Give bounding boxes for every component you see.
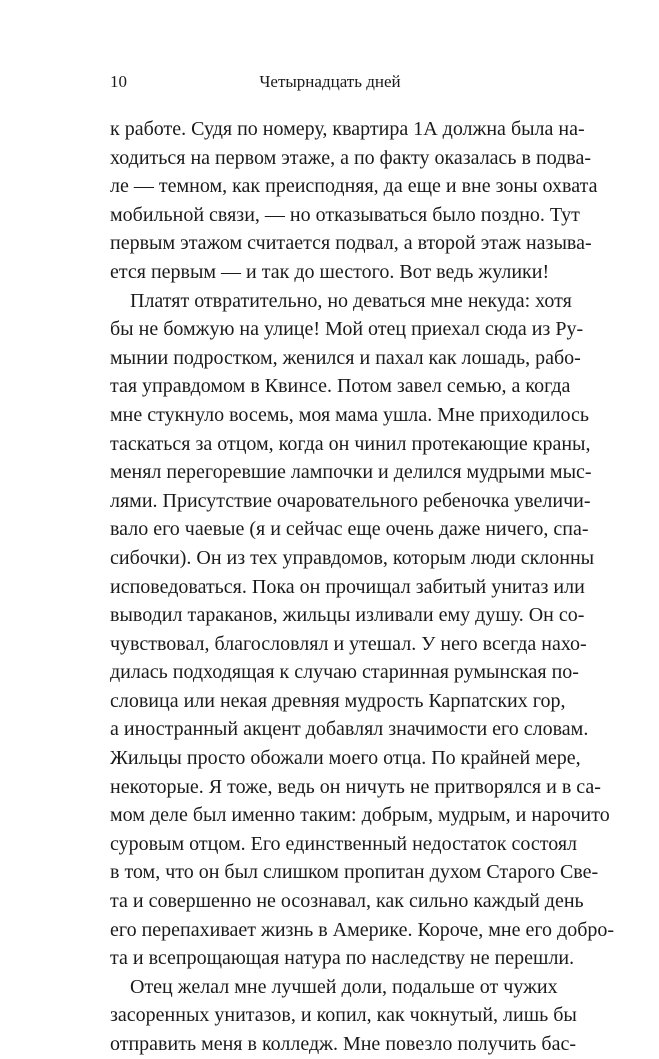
text-line: сибочки). Он из тех управдомов, которым люди склонны (110, 546, 595, 569)
text-line: та и всепрощающая натура по наследству не перешли. (110, 947, 575, 970)
text-line: бы не бомжую на улице! Мой отец приехал сюда из Ру- (110, 318, 584, 341)
text-line: та и совершенно не осознавал, как сильно каждый день (110, 890, 584, 913)
body-text (110, 115, 615, 1059)
text-line: чувствовал, благословлял и утешал. У него всегда нахо- (110, 632, 587, 655)
text-line: ходиться на первом этаже, а по факту оказалась в подва- (110, 146, 592, 169)
text-line: Платят отвратительно, но деваться мне некуда: хотя (130, 289, 572, 312)
text-line: Отец желал мне лучшей доли, подальше от чужих (130, 975, 558, 998)
text-line: выводил тараканов, жильцы изливали ему душу. Он со- (110, 604, 585, 627)
text-line: мом деле был именно таким: добрым, мудрым, и нарочито (110, 804, 610, 827)
text-line: исповедоваться. Пока он прочищал забитый унитаз или (110, 575, 585, 598)
text-line: мобильной связи, — но отказываться было поздно. Тут (110, 203, 580, 226)
text-line: мне стукнуло восемь, моя мама ушла. Мне приходилось (110, 403, 590, 426)
text-line: а иностранный акцент добавлял значимости его словам. (110, 718, 589, 741)
running-title: Четырнадцать дней (259, 72, 401, 91)
text-line: засоренных унитазов, и копил, как чокнутый, лишь бы (110, 1004, 577, 1027)
text-line: Жильцы просто обожали моего отца. По крайней мере, (110, 747, 581, 770)
text-line: суровым отцом. Его единственный недостаток состоял (110, 832, 578, 855)
text-line: тая управдомом в Квинсе. Потом завел семью, а когда (110, 375, 571, 398)
text-line: таскаться за отцом, когда он чинил протекающие краны, (110, 432, 591, 455)
text-line: лями. Присутствие очаровательного ребеночка увеличи- (110, 489, 591, 512)
text-line: отправить меня в колледж. Мне повезло получить бас- (110, 1033, 576, 1055)
text-line: менял перегоревшие лампочки и делился мудрыми мыс- (110, 461, 592, 484)
text-line: в том, что он был слишком пропитан духом Старого Све- (110, 861, 599, 884)
text-line: словица или некая древняя мудрость Карпатских гор, (110, 689, 566, 712)
text-line: дилась подходящая к случаю старинная румынская по- (110, 661, 579, 684)
text-line: ется первым — и так до шестого. Вот ведь жулики! (110, 260, 550, 283)
page-number: 10 (110, 72, 127, 91)
text-line: вало его чаевые (я и сейчас еще очень даже ничего, спа- (110, 518, 589, 541)
running-head (110, 72, 550, 96)
text-line: первым этажом считается подвал, а второй этаж называ- (110, 232, 592, 255)
text-line: к работе. Судя по номеру, квартира 1А должна была на- (110, 118, 585, 140)
text-line: ле — темном, как преисподняя, да еще и вне зоны охвата (110, 175, 598, 198)
text-line: его перепахивает жизнь в Америке. Короче, мне его добро- (110, 918, 615, 941)
text-line: некоторые. Я тоже, ведь он ничуть не притворялся и в са- (110, 775, 601, 798)
text-line: мынии подростком, женился и пахал как лошадь, рабо- (110, 346, 581, 369)
